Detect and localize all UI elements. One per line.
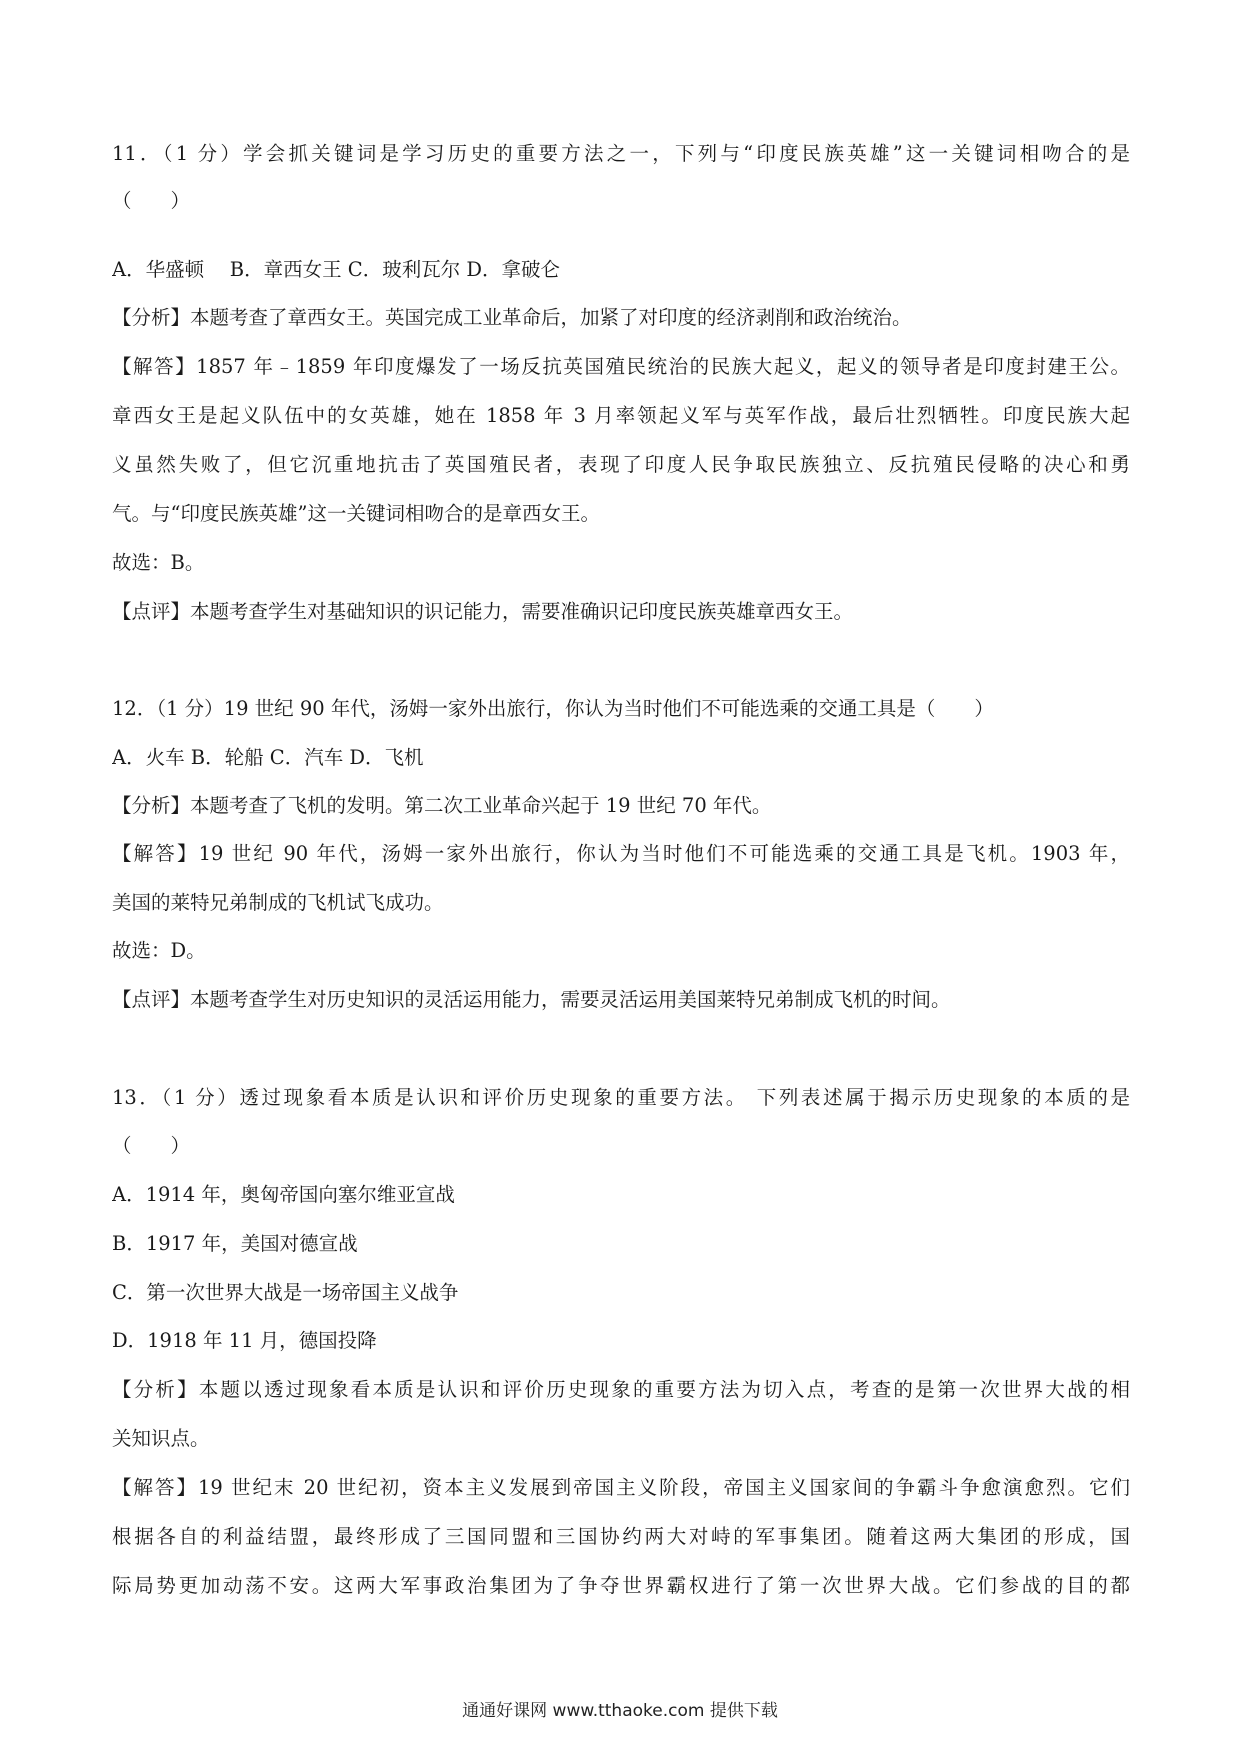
option-d: D．1918 年 11 月，德国投降 <box>112 1329 377 1352</box>
page-footer: 通通好课网 www.tthaoke.com 提供下载 <box>462 1701 778 1721</box>
question-stem: 13．（1 分）透过现象看本质是认识和评价历史现象的重要方法。 下列表述属于揭示历史现象的本质的是 <box>112 1086 1130 1109</box>
question-stem: 11．（1 分）学会抓关键词是学习历史的重要方法之一，下列与“印度民族英雄”这一关键词相吻合的是 <box>112 142 1130 165</box>
answer-blank: （ ） <box>112 1134 191 1157</box>
answer-paragraph: 根据各自的利益结盟，最终形成了三国同盟和三国协约两大对峙的军事集团。随着这两大集团的形成，国 <box>112 1525 1130 1548</box>
option-a: A．1914 年，奥匈帝国向塞尔维亚宣战 <box>112 1183 455 1206</box>
analysis-paragraph: 【分析】本题考查了飞机的发明。第二次工业革命兴起于 19 世纪 70 年代。 <box>112 794 772 817</box>
answer-paragraph: 【解答】1857 年﹣1859 年印度爆发了一场反抗英国殖民统治的民族大起义，起义的领导者是印度封建王公。 <box>112 355 1130 378</box>
answer-paragraph: 【解答】19 世纪 90 年代，汤姆一家外出旅行，你认为当时他们不可能选乘的交通工具是飞机。1903 年， <box>112 842 1130 865</box>
options-line: A．火车 B．轮船 C．汽车 D．飞机 <box>112 746 424 769</box>
answer-paragraph: 章西女王是起义队伍中的女英雄，她在 1858 年 3 月率领起义军与英军作战，最后壮烈牺牲。印度民族大起 <box>112 404 1130 427</box>
choice-line: 故选：B。 <box>112 551 205 574</box>
analysis-paragraph: 关知识点。 <box>112 1427 210 1450</box>
answer-paragraph: 【解答】19 世纪末 20 世纪初，资本主义发展到帝国主义阶段，帝国主义国家间的争霸斗争愈演愈烈。它们 <box>112 1476 1130 1499</box>
option-c: C．第一次世界大战是一场帝国主义战争 <box>112 1281 459 1304</box>
answer-blank: （ ） <box>112 189 191 212</box>
analysis-paragraph: 【分析】本题以透过现象看本质是认识和评价历史现象的重要方法为切入点，考查的是第一次世界大战的相 <box>112 1378 1130 1401</box>
options-line: A．华盛顿 B．章西女王 C．玻利瓦尔 D．拿破仑 <box>112 258 561 281</box>
comment-paragraph: 【点评】本题考查学生对历史知识的灵活运用能力，需要灵活运用美国莱特兄弟制成飞机的时间。 <box>112 988 951 1011</box>
comment-paragraph: 【点评】本题考查学生对基础知识的识记能力，需要准确识记印度民族英雄章西女王。 <box>112 600 854 623</box>
question-stem: 12．（1 分）19 世纪 90 年代，汤姆一家外出旅行，你认为当时他们不可能选乘的交通工具是（ ） <box>112 697 994 720</box>
answer-paragraph: 美国的莱特兄弟制成的飞机试飞成功。 <box>112 891 444 914</box>
choice-line: 故选：D。 <box>112 939 206 962</box>
analysis-paragraph: 【分析】本题考查了章西女王。英国完成工业革命后，加紧了对印度的经济剥削和政治统治。 <box>112 306 912 329</box>
answer-paragraph: 义虽然失败了，但它沉重地抗击了英国殖民者，表现了印度人民争取民族独立、反抗殖民侵略的决心和勇 <box>112 453 1130 476</box>
answer-paragraph: 际局势更加动荡不安。这两大军事政治集团为了争夺世界霸权进行了第一次世界大战。它们参战的目的都 <box>112 1574 1130 1597</box>
option-b: B．1917 年，美国对德宣战 <box>112 1232 358 1255</box>
answer-paragraph: 气。与“印度民族英雄”这一关键词相吻合的是章西女王。 <box>112 502 600 525</box>
